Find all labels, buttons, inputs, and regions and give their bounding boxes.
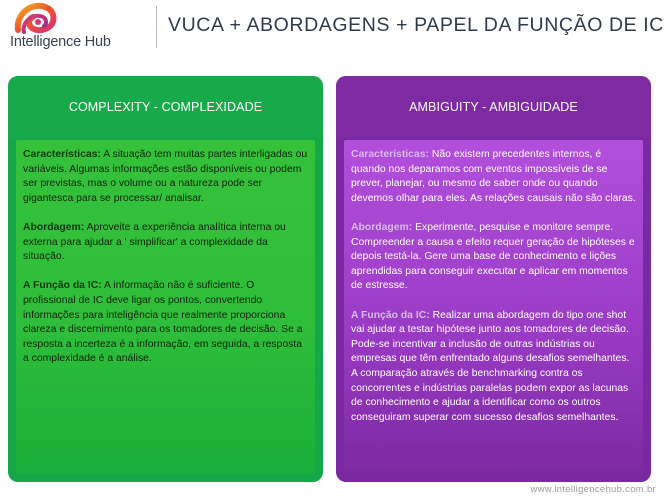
brand-logo [10, 2, 150, 54]
complexity-characteristics [23, 148, 309, 206]
swirl-logo-icon [14, 2, 60, 36]
header-divider [156, 6, 157, 48]
ambiguity-ic-role [351, 309, 637, 426]
section-label: Abordagem: [351, 221, 413, 233]
section-text: Não existem precedentes internos, é quando nos deparamos com eventos impossíveis de se prever, planejar, ou mesmo de saber onde ou quando devemos olhar para eles. As relações causais não são claras. [351, 149, 636, 204]
section-label: A Função da IC: [351, 309, 430, 321]
ambiguity-heading: AMBIGUITY - AMBIGUIDADE [336, 76, 651, 138]
complexity-heading: COMPLEXITY - COMPLEXIDADE [8, 76, 323, 138]
complexity-ic-role [23, 279, 309, 367]
section-label: Características: [351, 149, 429, 160]
section-label: Características: [23, 149, 101, 160]
complexity-card [8, 76, 323, 482]
section-label: A Função da IC: [23, 280, 102, 292]
slide-header [0, 0, 666, 60]
slide-title: VUCA + ABORDAGENS + PAPEL DA FUNÇÃO DE IC [168, 14, 664, 36]
ambiguity-body [344, 140, 643, 474]
section-text: A informação não é suficiente. O profissional de IC deve ligar os pontos, convertendo informações para inteligência que realmente proporciona clareza e discernimento para os tomadores de decisão. Se a resposta a incerteza é a informação, em seguida, a resposta a complexidade é a análise. [23, 280, 303, 365]
section-text: Realizar uma abordagem do tipo one shot vai ajudar a testar hipótese junto aos tomadores de decisão. Pode-se incentivar a inclusão de outras indústrias ou empresas que têm enfrentado alguns desafios semelhantes. A comparação através de benchmarking contra os concorrentes e indústrias paralelas podem expor as lacunas de conhecimento e ajudar a identificar como os outros conseguiram superar com sucesso desafios semelhantes. [351, 309, 630, 423]
logo-wordmark: Intelligence Hub [10, 34, 111, 50]
section-label: Abordagem: [23, 221, 85, 233]
section-text: Experimente, pesquise e monitore sempre. Compreender a causa e efeito requer geração de hipóteses e depois testá-la. Gere uma base de conhecimento e lições aprendidas para conseguir executar e aplicar em momentos de estresse. [351, 221, 635, 292]
ambiguity-approach [351, 221, 637, 294]
footer-url: www.intelligencehub.com.br [530, 484, 656, 495]
ambiguity-card [336, 76, 651, 482]
section-text: Aproveite a experiência analítica interna ou externa para ajudar a ' simplificar' a complexidade da situação. [23, 221, 286, 263]
ambiguity-characteristics [351, 148, 637, 206]
complexity-body [16, 140, 315, 474]
complexity-approach [23, 221, 309, 265]
section-text: A situação tem muitas partes interligadas ou variáveis. Algumas informações estão disponíveis ou podem ser previstas, mas o volume ou a natureza pode ser gigantesca para se processar/ analisar. [23, 149, 308, 204]
